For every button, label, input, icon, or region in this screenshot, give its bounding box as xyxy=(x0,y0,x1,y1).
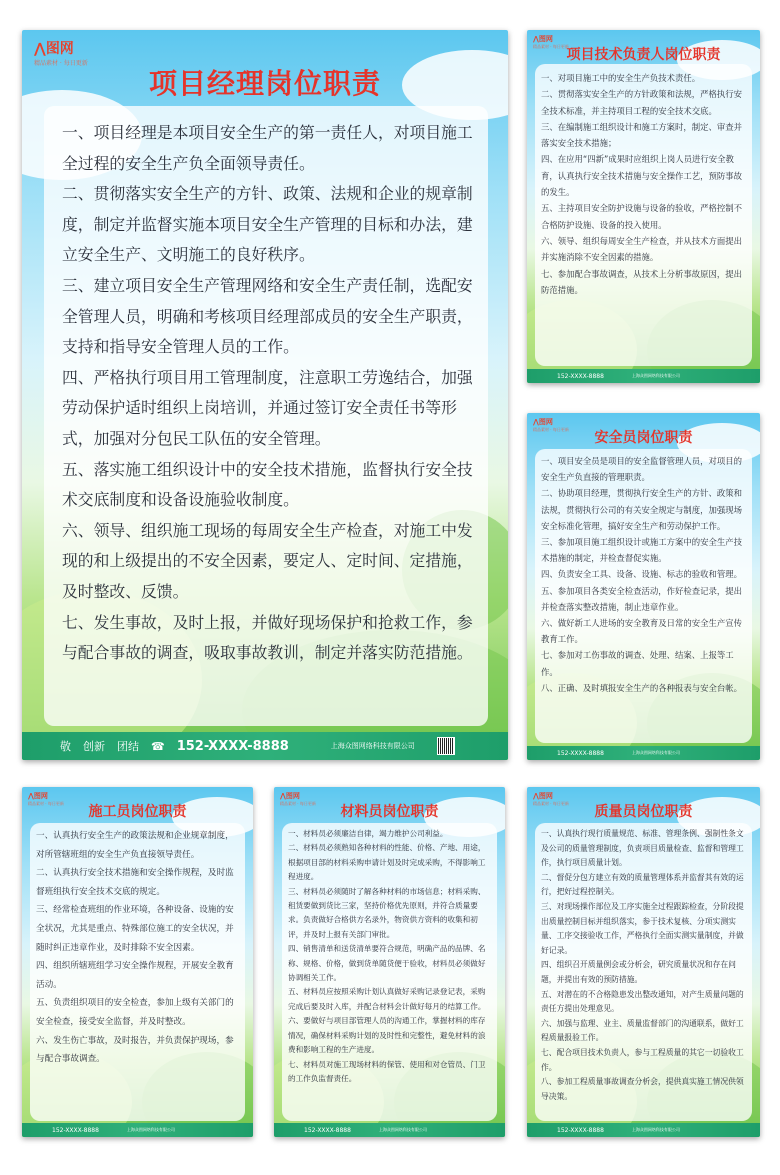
footer-company: 上海众图网络科技有限公司 xyxy=(631,1127,680,1132)
logo-brand: 图网 xyxy=(285,792,300,800)
logo-tagline: 精品素材 · 每日更新 xyxy=(533,44,569,49)
logo-icon: ⋀ xyxy=(28,792,34,800)
duty-item: 二、材料员必须熟知各种材料的性能、价格、产地、用途，根据项目部的材料采购申请计划及时完成采购，不得影响工程进度。 xyxy=(288,843,486,882)
duty-list xyxy=(541,453,746,696)
duty-item: 二、贯彻落实安全生产的方针、政策、法规和企业的规章制度，制定并监督实施本项目安全生产管理的目标和办法，建立安全生产、文明施工的良好秩序。 xyxy=(62,184,473,265)
qr-code-icon xyxy=(437,737,455,755)
duty-item: 一、认真执行安全生产的政策法规和企业规章制度，对所管辖班组的安全生产负直接领导责任。 xyxy=(36,831,234,860)
logo-tagline: 精品素材 · 每日更新 xyxy=(533,427,569,432)
duty-list xyxy=(541,827,746,1104)
duty-item: 四、严格执行项目用工管理制度，注意职工劳逸结合，加强劳动保护适时组织上岗培训，并通过签订安全责任书等形式，加强对分包民工队伍的安全管理。 xyxy=(62,367,473,448)
duty-item: 一、认真执行现行质量规范、标准、管理条例、强制性条文及公司的质量管理制度，负责项目质量检查、监督和管理工作，执行项目质量计划。 xyxy=(541,829,744,868)
duty-item: 一、项目经理是本项目安全生产的第一责任人，对项目施工全过程的安全生产负全面领导责任。 xyxy=(62,123,473,173)
poster-title: 项目经理岗位职责 xyxy=(148,67,381,100)
duty-item: 三、参加项目施工组织设计或施工方案中的安全生产技术措施的制定，并检查督促实施。 xyxy=(541,537,742,564)
poster-footer xyxy=(527,746,760,760)
logo-icon: ⋀ xyxy=(34,41,46,57)
duty-item: 四、组织所辖班组学习安全操作规程，开展安全教育活动。 xyxy=(36,961,234,990)
duty-item: 七、材料员对施工现场材料的保管、使用和对仓管员、门卫的工作负监督责任。 xyxy=(288,1059,486,1083)
duty-item: 四、负责安全工具、设备、设施、标志的验收和管理。 xyxy=(541,569,742,580)
duty-item: 六、领导、组织施工现场的每周安全生产检查，对施工中发现的和上级提出的不安全因素，要定人、定时间、定措施，及时整改、反馈。 xyxy=(62,520,473,601)
logo-icon: ⋀ xyxy=(533,418,539,426)
duty-item: 六、做好新工人进场的安全教育及日常的安全生产宣传教育工作。 xyxy=(541,618,742,645)
duty-item: 六、要做好与项目部管理人员的沟通工作，掌握材料的库存情况，确保材料采购计划的及时性和完整性，避免材料的浪费和影响工程的生产进度。 xyxy=(288,1016,486,1055)
duty-item: 八、正确、及时填报安全生产的各种报表与安全台帐。 xyxy=(541,682,742,693)
duty-item: 二、认真执行安全技术措施和安全操作规程，及时监督班组执行安全技术交底的规定。 xyxy=(36,868,234,897)
logo-brand: 图网 xyxy=(45,41,74,57)
duty-item: 五、参加项目各类安全检查活动，作好检查记录，提出并检查落实整改措施，制止违章作业。 xyxy=(541,585,742,612)
footer-phone: 152-XXXX-8888 xyxy=(557,749,604,757)
duty-item: 三、建立项目安全生产管理网络和安全生产责任制，选配安全管理人员，明确和考核项目经理部成员的安全生产职责，支持和指导安全管理人员的工作。 xyxy=(62,275,473,357)
duty-item: 三、经常检查班组的作业环境，各种设备、设施的安全状况，尤其是重点、特殊部位施工的安全状况，并随时纠正违章作业，及时排除不安全因素。 xyxy=(36,905,234,953)
poster-footer xyxy=(22,732,508,760)
duty-item: 五、对潜在的不合格隐患发出整改通知，对产生质量问题的责任方提出处理意见。 xyxy=(541,989,744,1014)
logo-icon: ⋀ xyxy=(533,792,539,800)
logo-icon: ⋀ xyxy=(280,792,286,800)
footer-company: 上海众图网络科技有限公司 xyxy=(631,373,680,378)
duty-item: 五、材料员应按照采购计划认真做好采购记录登记表，采购完成后要及时入库，并配合材料会计做好每月的结算工作。 xyxy=(288,987,486,1011)
footer-phone: 152-XXXX-8888 xyxy=(557,372,604,380)
logo-brand: 图网 xyxy=(33,792,48,800)
duty-item: 七、参加对工伤事故的调查、处理、结案、上报等工作。 xyxy=(541,650,734,677)
poster-construction-officer xyxy=(22,787,253,1137)
duty-item: 二、贯彻落实安全生产的方针政策和法规，严格执行安全技术标准，并主持项目工程的安全技术交底。 xyxy=(541,89,742,116)
duty-item: 六、发生伤亡事故，及时报告，并负责保护现场，参与配合事故调查。 xyxy=(36,1035,234,1065)
poster-safety-officer xyxy=(527,413,760,760)
poster-quality-officer xyxy=(527,787,760,1137)
duty-item: 二、督促分包方建立有效的质量管理体系并监督其有效的运行，把好过程控制关。 xyxy=(541,872,744,897)
duty-item: 七、配合项目技术负责人，参与工程质量的其它一切验收工作。 xyxy=(541,1047,744,1072)
duty-item: 一、对项目施工中的安全生产负技术责任。 xyxy=(541,73,701,83)
logo-tagline: 精品素材 · 每日更新 xyxy=(533,801,569,806)
logo-tagline: 精品素材 · 每日更新 xyxy=(28,801,64,806)
footer-phone: 152-XXXX-8888 xyxy=(557,1126,604,1134)
duty-item: 七、发生事故，及时上报，并做好现场保护和抢救工作，参与配合事故的调查，吸取事故教训，制定并落实防范措施。 xyxy=(62,612,473,663)
duty-item: 三、材料员必须随时了解各种材料的市场信息；材料采购、租赁要做到货比三家，坚持价格优先原则，并符合质量要求。负责做好合格供方名录外，物资供方资料的收集和初评，并及时上报有关部门审批。 xyxy=(288,886,486,939)
logo-tagline: 精品素材 · 每日更新 xyxy=(34,60,88,67)
footer-label: 团结 xyxy=(117,740,139,753)
duty-item: 五、负责组织项目的安全检查，参加上级有关部门的安全检查，接受安全监督，并及时整改。 xyxy=(36,998,234,1027)
duty-item: 四、在应用“四新”成果时应组织上岗人员进行安全教育，认真执行安全技术措施与安全操作工艺，预防事故的发生。 xyxy=(541,154,742,198)
footer-company: 上海众图网络科技有限公司 xyxy=(126,1127,175,1132)
poster-title: 项目技术负责人岗位职责 xyxy=(566,47,721,63)
footer-company: 上海众图网络科技有限公司 xyxy=(631,750,680,755)
footer-phone: 152-XXXX-8888 xyxy=(176,738,289,754)
duty-item: 六、领导、组织每周安全生产检查，并从技术方面提出并实施消除不安全因素的措施。 xyxy=(541,235,742,263)
phone-icon: ☎ xyxy=(151,739,165,753)
poster-footer xyxy=(527,369,760,383)
duty-item: 五、主持项目安全防护设施与设备的验收，严格控制不合格防护设施、设备的投入使用。 xyxy=(541,203,742,230)
duty-item: 三、在编制施工组织设计和施工方案时，制定、审查并落实安全技术措施； xyxy=(541,121,742,149)
duty-item: 八、参加工程质量事故调查分析会，提供真实施工情况供领导决策。 xyxy=(541,1077,744,1101)
poster-technical-lead xyxy=(527,30,760,383)
logo-brand: 图网 xyxy=(538,35,553,43)
logo-brand: 图网 xyxy=(538,418,553,426)
duty-item: 六、加强与监理、业主、质量监督部门的沟通联系，做好工程质量报验工作。 xyxy=(541,1018,744,1043)
footer-phone: 152-XXXX-8888 xyxy=(52,1126,99,1134)
duty-list xyxy=(36,827,239,1069)
duty-item: 一、项目安全员是项目的安全监督管理人员，对项目的安全生产负直接的管理职责。 xyxy=(541,456,742,483)
poster-footer xyxy=(274,1123,505,1137)
poster-footer xyxy=(22,1123,253,1137)
poster-material-officer xyxy=(274,787,505,1137)
logo-icon: ⋀ xyxy=(533,35,539,43)
duty-item: 一、材料员必须廉洁自律，竭力维护公司利益。 xyxy=(288,829,448,838)
logo-brand: 图网 xyxy=(538,792,553,800)
duty-item: 七、参加配合事故调查，从技术上分析事故原因，提出防范措施。 xyxy=(541,268,742,295)
poster-footer xyxy=(527,1123,760,1137)
footer-phone: 152-XXXX-8888 xyxy=(304,1126,351,1134)
footer-company: 上海众图网络科技有限公司 xyxy=(330,742,415,750)
duty-list xyxy=(541,70,746,298)
poster-title: 施工员岗位职责 xyxy=(88,804,187,820)
duty-item: 四、销售清单和送货清单要符合规范，明确产品的品牌、名称、规格、价格，做到货单随货便于验收，材料员必须做好协调相关工作。 xyxy=(288,944,486,983)
footer-label: 创新 xyxy=(83,740,105,753)
duty-item: 五、落实施工组织设计中的安全技术措施，监督执行安全技术交底制度和设备设施验收制度。 xyxy=(62,459,473,510)
duty-list xyxy=(288,827,491,1086)
poster-title: 材料员岗位职责 xyxy=(340,804,439,820)
duty-item: 三、对现场操作部位及工序实施全过程跟踪检查，分阶段提出质量控制目标并组织落实，参于技术复核、分项实测实量、工序交接验收工作，严格执行全面实测实量制度，并做好记录。 xyxy=(541,901,744,955)
duty-list xyxy=(62,118,482,669)
footer-company: 上海众图网络科技有限公司 xyxy=(378,1127,427,1132)
duty-item: 二、协助项目经理，贯彻执行安全生产的方针、政策和法规，贯彻执行公司的有关安全规定与制度，加强现场安全标准化管理，搞好安全生产和劳动保护工作。 xyxy=(541,488,742,531)
duty-item: 四、组织召开质量例会或分析会，研究质量状况和存在问题，并提出有效的预防措施。 xyxy=(541,960,736,984)
poster-project-manager xyxy=(22,30,508,760)
poster-title: 安全员岗位职责 xyxy=(594,430,693,446)
logo-tagline: 精品素材 · 每日更新 xyxy=(280,801,316,806)
footer-label: 敬 xyxy=(60,740,71,753)
poster-title: 质量员岗位职责 xyxy=(594,804,693,820)
